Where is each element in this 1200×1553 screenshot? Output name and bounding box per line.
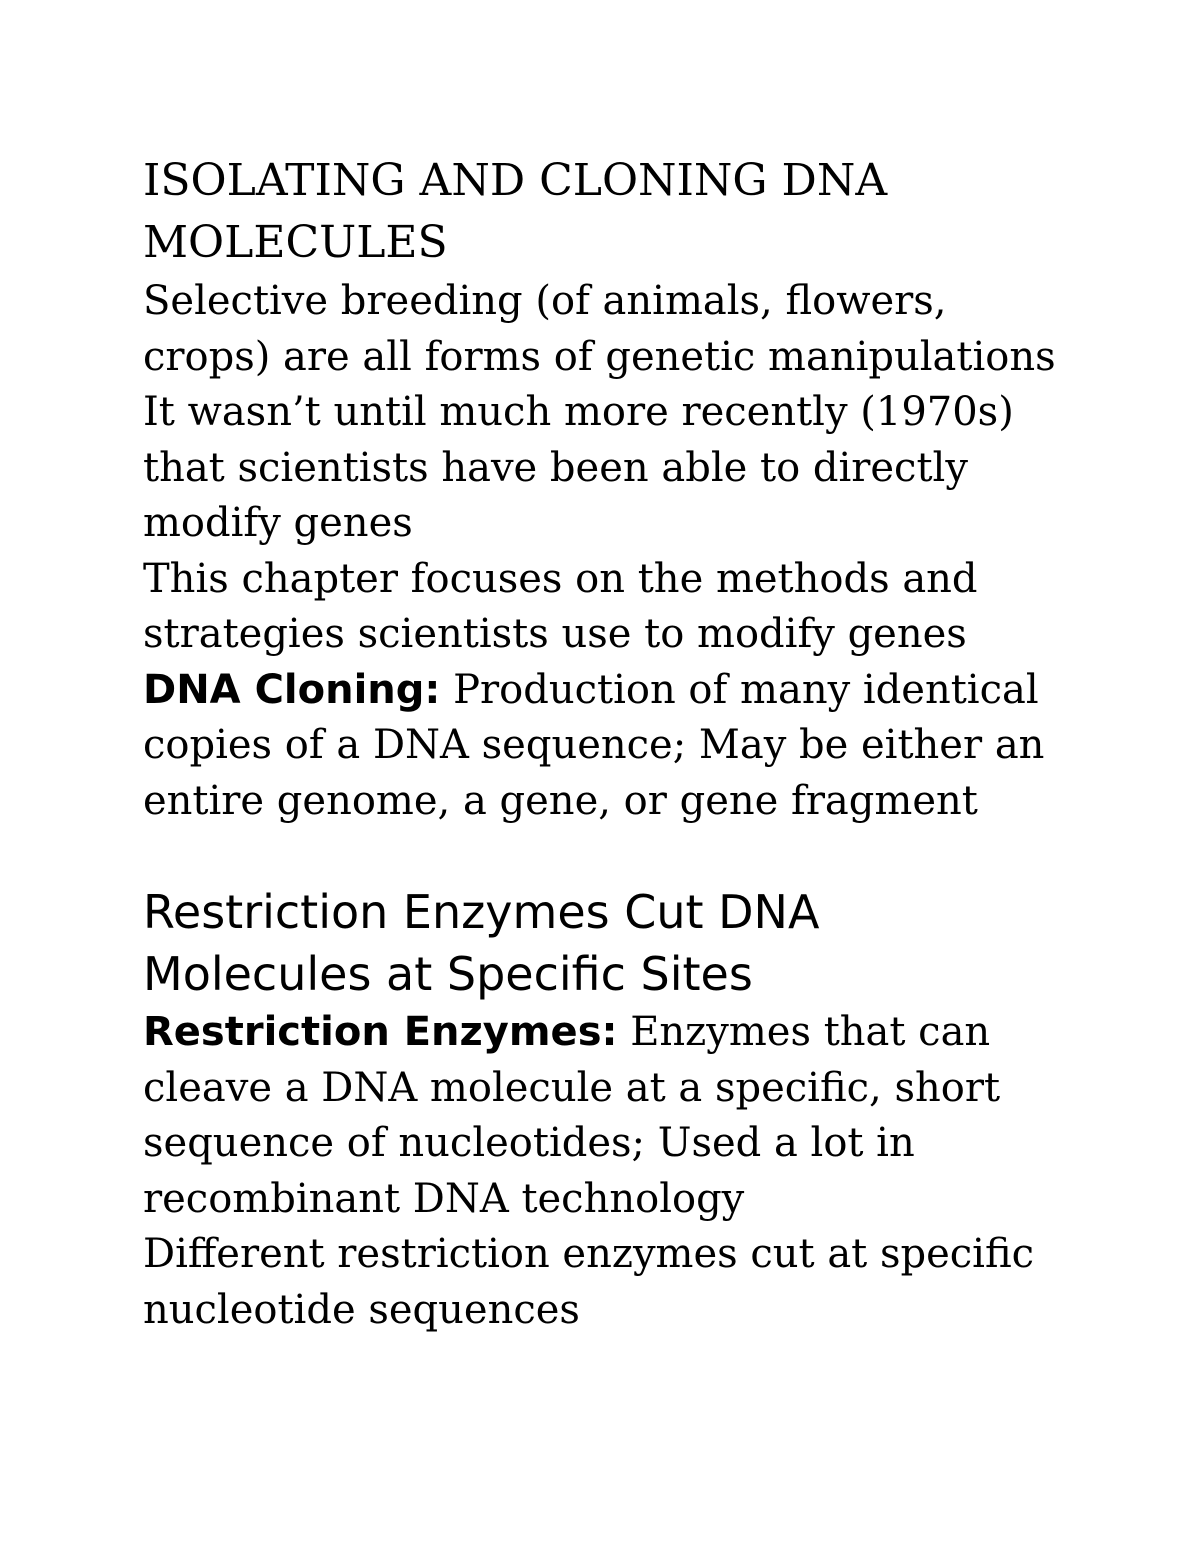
section-title-line: ISOLATING AND CLONING DNA [143,155,888,206]
definition-line: cleave a DNA molecule at a specific, short [143,1064,1001,1111]
paragraph-line: nucleotide sequences [143,1286,580,1333]
definition-line: entire genome, a gene, or gene fragment [143,777,978,824]
definition-line [143,1005,1103,1061]
document-page [143,150,1103,1338]
paragraph-line: strategies scientists use to modify genes [143,611,967,657]
definition-text: Production of many identical [440,666,1039,713]
section-spacer [143,829,1103,881]
definition-line [143,663,1103,719]
section-title-line: Molecules at Specific Sites [143,947,753,1001]
paragraph-line: Different restriction enzymes cut at specific [143,1231,1035,1277]
definition-term: Restriction Enzymes: [143,1009,618,1055]
definition-text: Enzymes that can [617,1009,991,1055]
definition-line: recombinant DNA technology [143,1175,745,1222]
section-restriction-enzymes [143,881,1103,1338]
paragraph-line: This chapter focuses on the methods and [143,555,978,602]
definition-term: DNA Cloning: [143,666,441,713]
paragraph-line: that scientists have been able to directly [143,444,968,491]
paragraph-line: modify genes [143,500,413,546]
paragraph-line: Selective breeding (of animals, flowers, [143,278,947,324]
section-title-line: MOLECULES [143,217,448,268]
definition-line: sequence of nucleotides; Used a lot in [143,1120,915,1166]
paragraph-line: It wasn’t until much more recently (1970s) [143,389,1014,435]
section-title-line: Restriction Enzymes Cut DNA [143,885,820,939]
definition-line: copies of a DNA sequence; May be either an [143,722,1045,768]
paragraph-line: crops) are all forms of genetic manipulations [143,333,1056,380]
section-isolating-cloning [143,150,1103,829]
